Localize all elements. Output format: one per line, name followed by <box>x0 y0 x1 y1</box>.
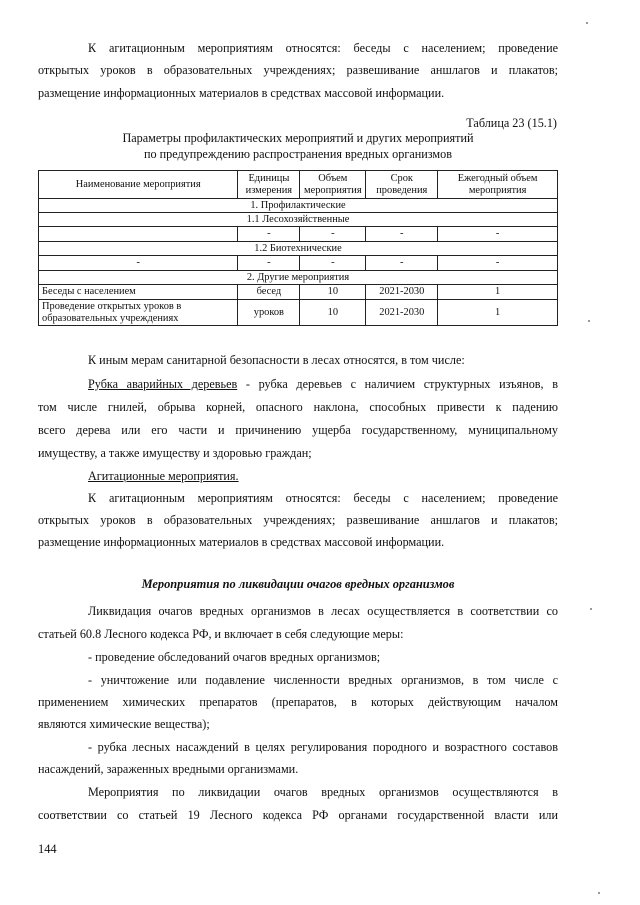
bullet-3-line-2: насаждений, зараженных вредными организмами. <box>38 762 299 776</box>
table-row <box>39 300 558 326</box>
section-heading: Мероприятия по ликвидации очагов вредных организмов <box>141 577 455 591</box>
bullet-1: - проведение обследований очагов вредных организмов; <box>88 650 381 664</box>
agitation-line-2: открытых уроков в образовательных учреждениях; развешивание аншлагов и плакатов; <box>38 513 558 527</box>
intro-line-3: размещение информационных материалов в средствах массовой информации. <box>38 86 445 100</box>
table-title-line-2: по предупреждению распространения вредных организмов <box>143 147 452 161</box>
dash-cell: - <box>39 256 238 271</box>
section-1-1: 1.1 Лесохозяйственные <box>39 213 558 227</box>
table-row <box>39 256 558 271</box>
intro-line-2: открытых уроков в образовательных учреждениях; развешивание аншлагов и плакатов; <box>38 63 558 77</box>
page-number: 144 <box>38 842 57 856</box>
scan-speck <box>590 608 592 610</box>
section-row <box>39 199 558 213</box>
section-row <box>39 242 558 256</box>
row-volume: 10 <box>300 285 366 300</box>
header-period: Срок проведения <box>366 171 438 199</box>
row-name: Проведение открытых уроков в образовательных учреждениях <box>39 300 238 326</box>
bullet-2-line-1: - уничтожение или подавление численности вредных организмов, в том числе с <box>88 673 558 687</box>
row-unit: уроков <box>238 300 300 326</box>
liquidation-p1-line-2: статьей 60.8 Лесного кодекса РФ, и включает в себя следующие меры: <box>38 627 404 641</box>
section-2: 2. Другие мероприятия <box>39 271 558 285</box>
sanitary-intro: К иным мерам санитарной безопасности в лесах относятся, в том числе: <box>88 353 465 367</box>
felling-title: Рубка аварийных деревьев <box>88 377 238 391</box>
row-period: 2021-2030 <box>366 285 438 300</box>
header-annual: Ежегодный объем мероприятия <box>438 171 558 199</box>
table-row <box>39 227 558 242</box>
bullet-2-line-3: являются химические вещества); <box>38 717 210 731</box>
liquidation-p2-line-2: соответствии со статьей 19 Лесного кодекса РФ органами государственной власти или <box>38 808 558 822</box>
row-name: Беседы с населением <box>39 285 238 300</box>
row-annual: 1 <box>438 285 558 300</box>
dash-cell: - <box>438 256 558 271</box>
row-annual: 1 <box>438 300 558 326</box>
dash-cell: - <box>438 227 558 242</box>
header-unit: Единицы измерения <box>238 171 300 199</box>
felling-line-4: имуществу, а также имуществу и здоровью граждан; <box>38 446 312 460</box>
section-row <box>39 213 558 227</box>
scan-speck <box>598 892 600 894</box>
row-period: 2021-2030 <box>366 300 438 326</box>
bullet-3-line-1: - рубка лесных насаждений в целях регулирования породного и возрастного составов <box>88 740 558 754</box>
felling-line-3: всего дерева или его части и причинению ущерба государственному, муниципальному <box>38 423 558 437</box>
intro-line-1: К агитационным мероприятиям относятся: беседы с населением; проведение <box>88 41 558 55</box>
dash-cell: - <box>238 256 300 271</box>
table-header-row <box>39 171 558 199</box>
felling-line-2: том числе гнилей, обрыва корней, опасного наклона, способных привести к падению <box>38 400 558 414</box>
dash-cell: - <box>238 227 300 242</box>
dash-cell: - <box>300 256 366 271</box>
section-1: 1. Профилактические <box>39 199 558 213</box>
header-volume: Объем мероприятия <box>300 171 366 199</box>
scan-speck <box>588 320 590 322</box>
table-title-line-1: Параметры профилактических мероприятий и других мероприятий <box>122 131 474 145</box>
dash-cell: - <box>300 227 366 242</box>
section-row <box>39 271 558 285</box>
scan-speck <box>586 22 588 24</box>
row-unit: бесед <box>238 285 300 300</box>
liquidation-p2-line-1: Мероприятия по ликвидации очагов вредных организмов осуществляются в <box>88 785 558 799</box>
section-1-2: 1.2 Биотехнические <box>39 242 558 256</box>
agitation-line-1: К агитационным мероприятиям относятся: беседы с населением; проведение <box>88 491 558 505</box>
felling-line-1 <box>38 374 558 395</box>
row-volume: 10 <box>300 300 366 326</box>
agitation-line-3: размещение информационных материалов в средствах массовой информации. <box>38 535 445 549</box>
measures-table <box>38 170 558 326</box>
dash-cell: - <box>366 227 438 242</box>
header-name: Наименование мероприятия <box>39 171 238 199</box>
table-row <box>39 285 558 300</box>
agitation-title: Агитационные мероприятия. <box>88 469 239 483</box>
table-number: Таблица 23 (15.1) <box>466 116 557 130</box>
dash-cell: - <box>366 256 438 271</box>
liquidation-p1-line-1: Ликвидация очагов вредных организмов в лесах осуществляется в соответствии со <box>88 604 558 618</box>
bullet-2-line-2: применением химических препаратов (препаратов, в которых действующим началом <box>38 695 558 709</box>
felling-text-1: - рубка деревьев с наличием структурных изъянов, в <box>237 377 558 391</box>
